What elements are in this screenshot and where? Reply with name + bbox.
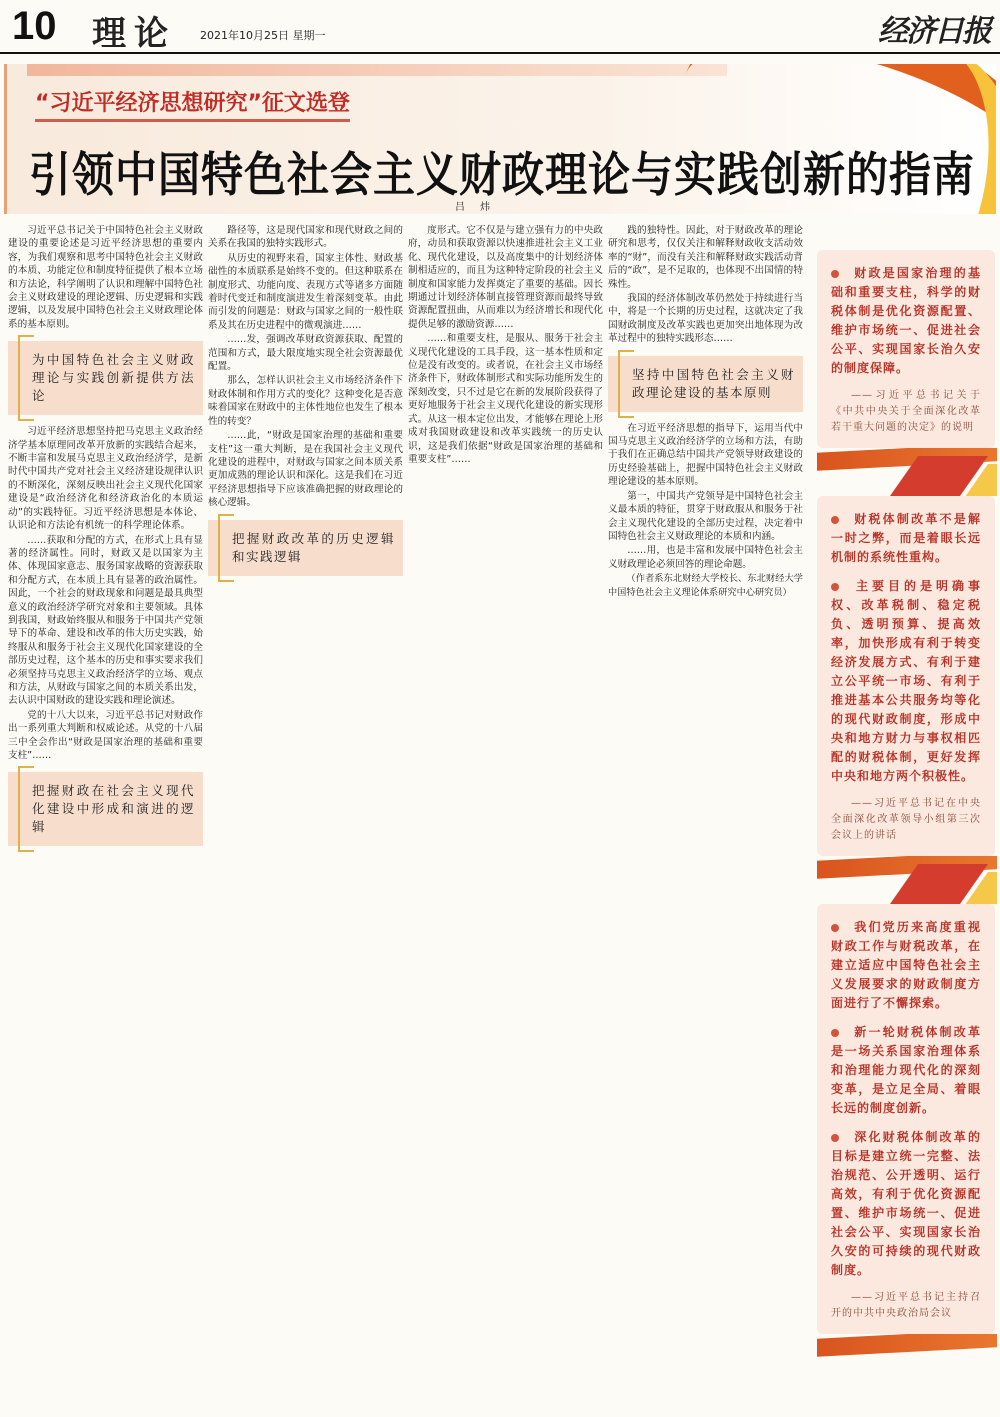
quote-box-2 — [817, 496, 995, 856]
bullet-icon — [831, 924, 839, 932]
bullet-icon — [831, 583, 839, 591]
quote-text: 主要目的是明确事权、改革税制、稳定税负、透明预算、提高效率，加快形成有利于转变经济发展方式、有利于建立公平统一市场、有利于推进基本公共服务均等化的现代财政制度，形成中央和地方财力与事权相匹配的财税体制，更好发挥中央和地方两个积极性。 — [831, 579, 981, 783]
quote-sidebar — [817, 250, 997, 1382]
paragraph: 那么，怎样认识社会主义市场经济条件下财政体制和作用方式的变化？这种变化是否意味着国家在财政中的主体性地位也发生了根本性的转变？ — [208, 375, 403, 427]
masthead-logo: 经济日报 — [878, 14, 990, 49]
banner-stripe — [27, 64, 727, 76]
text-column-4 — [608, 224, 803, 600]
quote-source: ——习近平总书记主持召开的中共中央政治局会议 — [831, 1292, 981, 1319]
quote-text: 新一轮财税体制改革是一场关系国家治理体系和治理能力现代化的深刻变革，是立足全局、着眼长远的制度创新。 — [831, 1025, 981, 1115]
quote-source: ——习近平总书记关于《中共中央关于全面深化改革若干重大问题的决定》的说明 — [831, 390, 981, 433]
paragraph: ……和重要支柱，是服从、服务于社会主义现代化建设的工具手段，这一基本性质和定位是没有改变的。或者说，在社会主义市场经济条件下，财政体制形式和实际功能所发生的深刻改变，只不过是它在新的发展阶段获得了更好地服务于社会主义现代化建设的新实现形式。从这一根本定位出发，才能够在理论上形成对我国财政建设和改革实践统一的历史认识，这是我们依据“财政是国家治理的基础和重要支柱”…… — [408, 333, 603, 465]
article-title: 引领中国特色社会主义财政理论与实践创新的指南 — [29, 147, 976, 203]
paragraph: 从历史的视野来看，国家主体性、财政基础性的本质联系是始终不变的。但这种联系在制度形式、功能向度、表现方式等诸多方面随着时代变迁和制度演进发生着深刻变革。由此而引发的问题是：财政与国家之间的一般性联系及其在历史进程中的微观演进…… — [208, 252, 403, 331]
article-banner — [4, 64, 996, 214]
paragraph: 习近平总书记关于中国特色社会主义财政建设的重要论述是习近平经济思想的重要内容，为我们观察和思考中国特色社会主义财政的本质、功能定位和制度特征提供了根本立场和方法论，科学阐明了认识和理解中国特色社会主义财政建设的理论逻辑、历史逻辑和实践逻辑，以及发展中国特色社会主义财政理论体系的基本原则。 — [8, 225, 203, 330]
decorative-ribbon — [817, 1334, 997, 1382]
text-column-2 — [208, 224, 403, 586]
paragraph: 路径等，这是现代国家和现代财政之间的关系在我国的独特实践形式。 — [208, 225, 403, 250]
section-heading: 坚持中国特色社会主义财政理论建设的基本原则 — [608, 356, 803, 412]
section-name: 理论 — [92, 14, 176, 54]
paragraph: 度形式。它不仅是与建立强有力的中央政府，动员和获取资源以快速推进社会主义工业化、现代化建设，以及高度集中的计划经济体制相适应的，而且为这种特定阶段的社会主义制度和国家能力发挥奠定了重要的基础。因长期通过计划经济体制直接管理资源而最终导致资源配置扭曲，从而难以为经济增长和现代化提供足够的激励资源…… — [408, 225, 603, 330]
bullet-icon — [831, 1029, 839, 1037]
quote-text: 财税体制改革不是解一时之弊，而是着眼长远机制的系统性重构。 — [831, 512, 981, 564]
paragraph: 在习近平经济思想的指导下，运用当代中国马克思主义政治经济学的立场和方法，有助于我们在正确总结中国共产党领导财政建设的历史经验基础上，把握中国特色社会主义财政理论建设的基本原则。 — [608, 422, 803, 488]
author-note: （作者系东北财经大学校长、东北财经大学中国特色社会主义理论体系研究中心研究员） — [608, 573, 803, 598]
quote-text: 财政是国家治理的基础和重要支柱，科学的财税体制是优化资源配置、维护市场统一、促进社会公平、实现国家长治久安的制度保障。 — [831, 266, 981, 375]
section-heading: 为中国特色社会主义财政理论与实践创新提供方法论 — [8, 341, 203, 415]
quote-box-1 — [817, 250, 995, 448]
quote-text: 我们党历来高度重视财政工作与财税改革，在建立适应中国特色社会主义发展要求的财政制度方面进行了不懈探索。 — [831, 920, 981, 1010]
decorative-ribbon — [817, 448, 997, 496]
bullet-icon — [831, 270, 839, 278]
quote-source: ——习近平总书记在中央全面深化改革领导小组第三次会议上的讲话 — [831, 798, 981, 841]
decorative-ribbon — [817, 856, 997, 904]
text-column-1 — [8, 224, 203, 856]
bullet-icon — [831, 1134, 839, 1142]
paragraph: 党的十八大以来，习近平总书记对财政作出一系列重大判断和权威论述。从党的十八届三中全会作出“财政是国家治理的基础和重要支柱”…… — [8, 709, 203, 761]
quote-box-3 — [817, 904, 995, 1334]
article-author: 吕 炜 — [455, 202, 497, 213]
paragraph: 我国的经济体制改革仍然处于持续进行当中，将是一个长期的历史过程，这就决定了我国财政制度及改革实践也更加突出地体现为改革过程中的独特实践形态…… — [608, 293, 803, 345]
text-column-3 — [408, 224, 603, 467]
paragraph: 践的独特性。因此，对于财政改革的理论研究和思考，仅仅关注和解释财政收支活动效率的“财”，而没有关注和解释财政实践活动背后的“政”，是不足取的，也体现不出国情的特殊性。 — [608, 225, 803, 290]
paragraph: ……发，强调改革财政资源获取、配置的范围和方式，最大限度地实现全社会资源最优配置。 — [208, 334, 403, 373]
column-kicker: “习近平经济思想研究”征文选登 — [35, 86, 350, 122]
issue-date: 2021年10月25日 星期一 — [200, 29, 326, 42]
paragraph: 第一，中国共产党领导是中国特色社会主义最本质的特征，贯穿于财政服从和服务于社会主义现代化建设的全部历史过程，决定着中国特色社会主义财政理论的本质和内涵。 — [608, 490, 803, 542]
paragraph: ……用，也是丰富和发展中国特色社会主义财政理论必须回答的理论命题。 — [608, 545, 803, 570]
section-heading: 把握财政在社会主义现代化建设中形成和演进的逻辑 — [8, 772, 203, 846]
quote-text: 深化财税体制改革的目标是建立统一完整、法治规范、公开透明、运行高效，有利于优化资源配置、维护市场统一、促进社会公平、实现国家长治久安的可持续的现代财政制度。 — [831, 1130, 981, 1277]
paragraph: 习近平经济思想坚持把马克思主义政治经济学基本原理同改革开放新的实践结合起来，不断丰富和发展马克思主义政治经济学，是新时代中国共产党对社会主义经济建设规律认识的不断深化，深刻反映出社会主义现代化国家建设是“政治经济化和经济政治化的本质运动”的实践特征。习近平经济思想是本体论、认识论和方法论有机统一的科学理论体系。 — [8, 426, 203, 532]
page-header — [0, 0, 1000, 54]
bullet-icon — [831, 516, 839, 524]
section-heading: 把握财政改革的历史逻辑和实践逻辑 — [208, 520, 403, 576]
paragraph: ……此，“财政是国家治理的基础和重要支柱”这一重大判断，是在我国社会主义现代化建设的进程中，对财政与国家之间本质关系更加成熟的理论认识和深化。这是我们在习近平经济思想指导下应该准确把握的财政理论的核心逻辑。 — [208, 430, 403, 509]
page-number: 10 — [12, 4, 57, 48]
paragraph: ……获取和分配的方式，在形式上具有显著的经济属性。同时，财政又是以国家为主体、体现国家意志、服务国家战略的资源获取和分配方式，在本质上具有显著的政治属性。因此，一个社会的财政现象和问题是最具典型意义的政治经济学研究对象和主要领域。具体到我国，财政始终服从和服务于中国共产党领导下的革命、建设和改革的伟大历史实践，始终服从和服务于社会主义现代化国家建设的全部历史过程，这个基本的历史和事实要求我们必须坚持马克思主义政治经济学的立场、观点和方法，从财政与国家之间的本质关系出发，去认识中国财政的建设实践和理论演述。 — [8, 534, 203, 707]
